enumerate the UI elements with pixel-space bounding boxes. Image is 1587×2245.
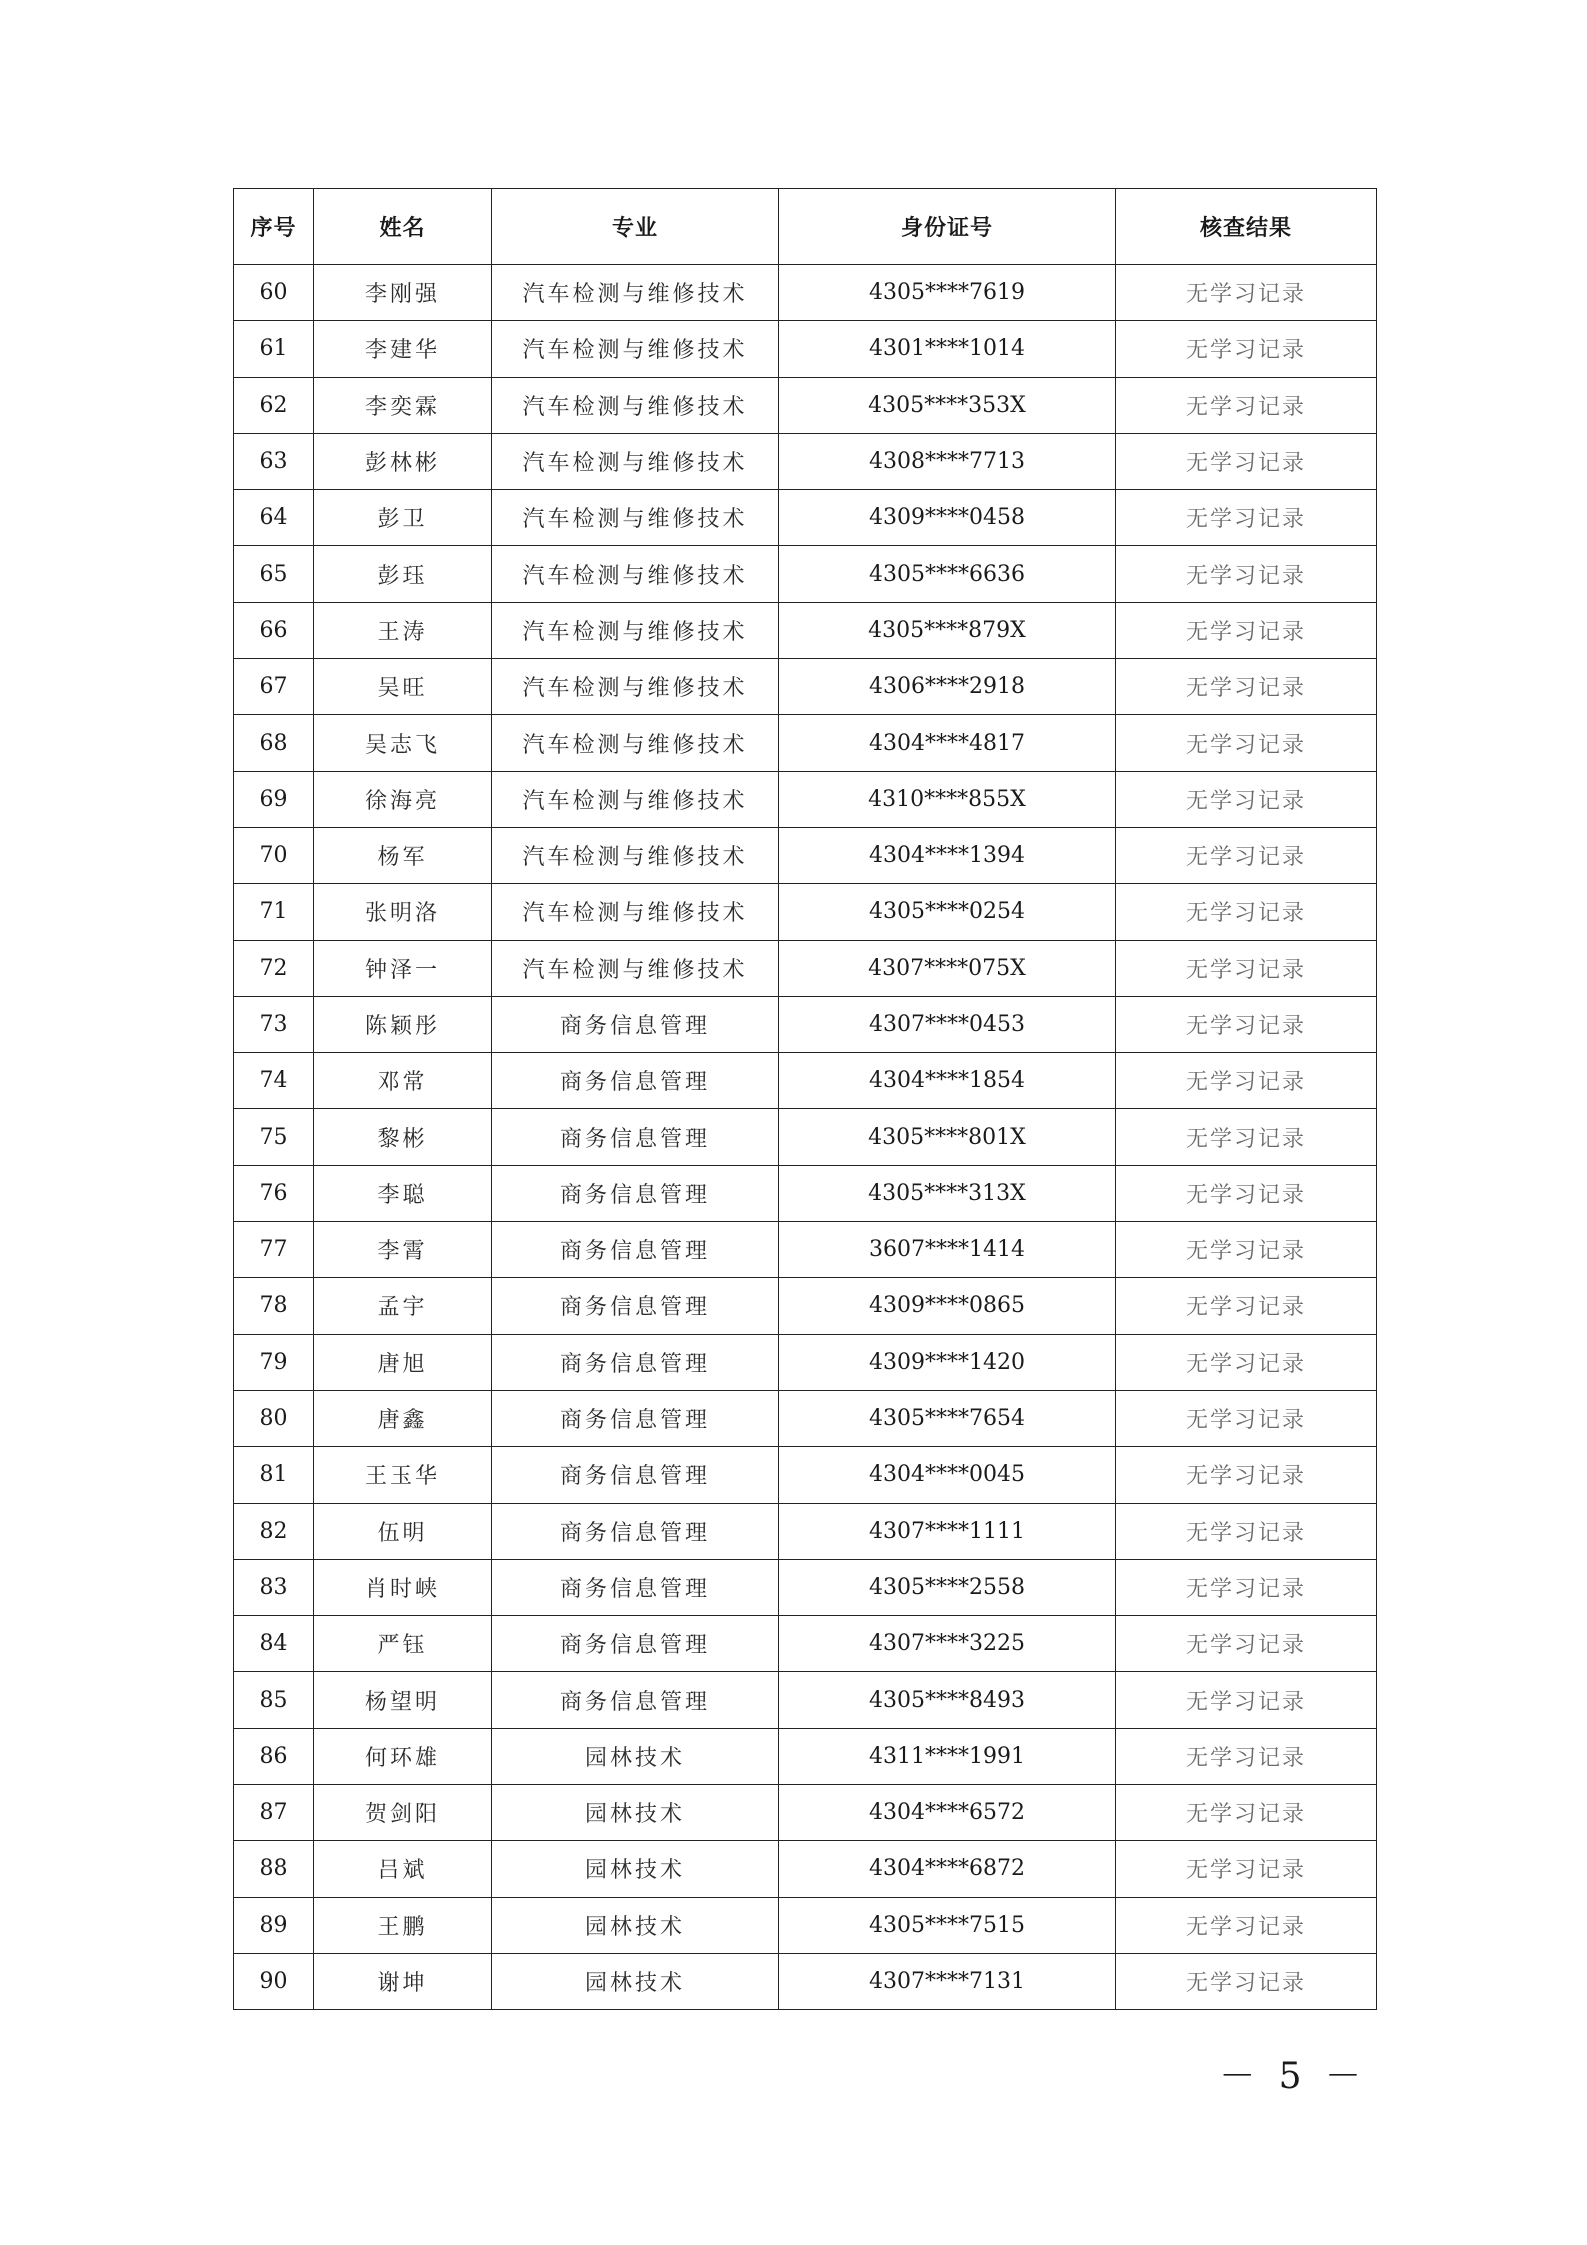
row-major: 园林技术 [492,1841,779,1897]
row-name: 李奕霖 [314,377,492,433]
table-row [234,940,1377,996]
row-id-number: 4305****0254 [779,884,1116,940]
row-id-number: 4305****7654 [779,1390,1116,1446]
row-result: 无学习记录 [1116,1503,1377,1559]
row-name: 谢坤 [314,1953,492,2009]
row-index: 71 [234,884,314,940]
row-name: 李聪 [314,1165,492,1221]
row-result: 无学习记录 [1116,996,1377,1052]
row-index: 69 [234,771,314,827]
table-body [234,265,1377,2010]
table-row [234,1278,1377,1334]
row-id-number: 4309****0865 [779,1278,1116,1334]
row-major: 汽车检测与维修技术 [492,884,779,940]
row-name: 黎彬 [314,1109,492,1165]
row-name: 李建华 [314,321,492,377]
row-result: 无学习记录 [1116,1728,1377,1784]
table-row [234,1109,1377,1165]
row-major: 商务信息管理 [492,1447,779,1503]
table-row [234,1672,1377,1728]
row-id-number: 4307****1111 [779,1503,1116,1559]
table-row [234,771,1377,827]
row-result: 无学习记录 [1116,490,1377,546]
row-result: 无学习记录 [1116,1222,1377,1278]
row-name: 邓常 [314,1053,492,1109]
row-result: 无学习记录 [1116,659,1377,715]
row-result: 无学习记录 [1116,546,1377,602]
row-name: 李霄 [314,1222,492,1278]
row-id-number: 4305****8493 [779,1672,1116,1728]
row-id-number: 4307****3225 [779,1616,1116,1672]
row-name: 杨军 [314,827,492,883]
row-result: 无学习记录 [1116,1334,1377,1390]
row-major: 商务信息管理 [492,1334,779,1390]
row-index: 83 [234,1559,314,1615]
row-name: 王玉华 [314,1447,492,1503]
row-index: 60 [234,265,314,321]
row-id-number: 4311****1991 [779,1728,1116,1784]
row-result: 无学习记录 [1116,715,1377,771]
row-result: 无学习记录 [1116,1897,1377,1953]
row-id-number: 4307****7131 [779,1953,1116,2009]
table-row [234,1165,1377,1221]
row-major: 商务信息管理 [492,1672,779,1728]
row-result: 无学习记录 [1116,1672,1377,1728]
row-index: 75 [234,1109,314,1165]
row-index: 70 [234,827,314,883]
table-row [234,546,1377,602]
row-major: 商务信息管理 [492,1278,779,1334]
table-row [234,884,1377,940]
row-index: 68 [234,715,314,771]
row-result: 无学习记录 [1116,321,1377,377]
row-major: 园林技术 [492,1897,779,1953]
row-result: 无学习记录 [1116,1785,1377,1841]
table-row [234,1785,1377,1841]
row-name: 唐旭 [314,1334,492,1390]
row-major: 商务信息管理 [492,1222,779,1278]
row-id-number: 4301****1014 [779,321,1116,377]
row-major: 汽车检测与维修技术 [492,602,779,658]
row-result: 无学习记录 [1116,827,1377,883]
table-row [234,1953,1377,2009]
row-id-number: 4305****7515 [779,1897,1116,1953]
row-result: 无学习记录 [1116,1559,1377,1615]
row-result: 无学习记录 [1116,1390,1377,1446]
header-major: 专业 [492,189,779,265]
header-name: 姓名 [314,189,492,265]
row-result: 无学习记录 [1116,1616,1377,1672]
header-index: 序号 [234,189,314,265]
row-major: 汽车检测与维修技术 [492,546,779,602]
row-major: 汽车检测与维修技术 [492,265,779,321]
row-result: 无学习记录 [1116,1841,1377,1897]
row-id-number: 4304****6572 [779,1785,1116,1841]
row-result: 无学习记录 [1116,265,1377,321]
table-row [234,265,1377,321]
row-name: 王涛 [314,602,492,658]
row-index: 87 [234,1785,314,1841]
table-row [234,715,1377,771]
table-row [234,827,1377,883]
table-row [234,1503,1377,1559]
table-row [234,490,1377,546]
row-id-number: 4306****2918 [779,659,1116,715]
row-id-number: 4310****855X [779,771,1116,827]
row-major: 汽车检测与维修技术 [492,490,779,546]
row-major: 园林技术 [492,1953,779,2009]
verification-table [233,188,1377,2010]
row-major: 园林技术 [492,1785,779,1841]
row-name: 杨望明 [314,1672,492,1728]
row-major: 汽车检测与维修技术 [492,433,779,489]
row-index: 62 [234,377,314,433]
row-name: 唐鑫 [314,1390,492,1446]
row-name: 伍明 [314,1503,492,1559]
row-major: 商务信息管理 [492,1559,779,1615]
row-index: 76 [234,1165,314,1221]
table-header-row [234,189,1377,265]
row-index: 79 [234,1334,314,1390]
header-result: 核查结果 [1116,189,1377,265]
row-result: 无学习记录 [1116,1447,1377,1503]
row-major: 汽车检测与维修技术 [492,827,779,883]
row-id-number: 4304****1394 [779,827,1116,883]
row-name: 吕斌 [314,1841,492,1897]
table-row [234,602,1377,658]
table-row [234,433,1377,489]
row-id-number: 4305****7619 [779,265,1116,321]
row-id-number: 4307****075X [779,940,1116,996]
row-id-number: 4304****4817 [779,715,1116,771]
row-id-number: 4304****0045 [779,1447,1116,1503]
row-result: 无学习记录 [1116,1053,1377,1109]
row-index: 74 [234,1053,314,1109]
row-result: 无学习记录 [1116,884,1377,940]
table-row [234,1053,1377,1109]
row-name: 陈颖彤 [314,996,492,1052]
row-id-number: 4304****6872 [779,1841,1116,1897]
row-name: 彭卫 [314,490,492,546]
row-result: 无学习记录 [1116,1953,1377,2009]
row-result: 无学习记录 [1116,1109,1377,1165]
row-id-number: 4304****1854 [779,1053,1116,1109]
row-major: 汽车检测与维修技术 [492,715,779,771]
row-name: 彭林彬 [314,433,492,489]
table-row [234,1897,1377,1953]
table-row [234,377,1377,433]
row-major: 商务信息管理 [492,1165,779,1221]
row-index: 67 [234,659,314,715]
row-major: 商务信息管理 [492,1109,779,1165]
row-index: 84 [234,1616,314,1672]
table-row [234,1728,1377,1784]
row-id-number: 4309****0458 [779,490,1116,546]
table-row [234,1447,1377,1503]
page-number: － 5 － [1219,2056,1367,2097]
row-id-number: 4305****6636 [779,546,1116,602]
table-row [234,1559,1377,1615]
table-row [234,1334,1377,1390]
table-row [234,1616,1377,1672]
row-id-number: 4305****879X [779,602,1116,658]
row-major: 汽车检测与维修技术 [492,940,779,996]
row-result: 无学习记录 [1116,1165,1377,1221]
table-row [234,1841,1377,1897]
row-name: 何环雄 [314,1728,492,1784]
row-index: 72 [234,940,314,996]
row-result: 无学习记录 [1116,602,1377,658]
row-index: 66 [234,602,314,658]
table-row [234,996,1377,1052]
row-index: 86 [234,1728,314,1784]
row-id-number: 4308****7713 [779,433,1116,489]
row-major: 商务信息管理 [492,1503,779,1559]
row-major: 汽车检测与维修技术 [492,771,779,827]
row-major: 商务信息管理 [492,996,779,1052]
row-name: 徐海亮 [314,771,492,827]
row-index: 90 [234,1953,314,2009]
row-major: 商务信息管理 [492,1390,779,1446]
row-id-number: 4305****313X [779,1165,1116,1221]
row-name: 王鹏 [314,1897,492,1953]
row-result: 无学习记录 [1116,771,1377,827]
row-major: 商务信息管理 [492,1053,779,1109]
row-name: 吴旺 [314,659,492,715]
row-major: 汽车检测与维修技术 [492,321,779,377]
row-name: 孟宇 [314,1278,492,1334]
row-result: 无学习记录 [1116,377,1377,433]
row-index: 78 [234,1278,314,1334]
row-name: 严钰 [314,1616,492,1672]
row-index: 63 [234,433,314,489]
row-index: 82 [234,1503,314,1559]
row-name: 李刚强 [314,265,492,321]
row-index: 73 [234,996,314,1052]
row-name: 肖时峡 [314,1559,492,1615]
header-id-number: 身份证号 [779,189,1116,265]
row-id-number: 3607****1414 [779,1222,1116,1278]
row-index: 88 [234,1841,314,1897]
row-major: 商务信息管理 [492,1616,779,1672]
row-index: 81 [234,1447,314,1503]
row-name: 吴志飞 [314,715,492,771]
row-name: 彭珏 [314,546,492,602]
row-id-number: 4305****801X [779,1109,1116,1165]
row-result: 无学习记录 [1116,433,1377,489]
row-id-number: 4309****1420 [779,1334,1116,1390]
row-name: 贺剑阳 [314,1785,492,1841]
row-index: 61 [234,321,314,377]
row-result: 无学习记录 [1116,1278,1377,1334]
row-index: 64 [234,490,314,546]
row-major: 汽车检测与维修技术 [492,377,779,433]
table-row [234,321,1377,377]
row-index: 65 [234,546,314,602]
row-id-number: 4305****353X [779,377,1116,433]
row-index: 89 [234,1897,314,1953]
table-row [234,659,1377,715]
row-name: 张明洛 [314,884,492,940]
table-row [234,1222,1377,1278]
table-row [234,1390,1377,1446]
row-major: 汽车检测与维修技术 [492,659,779,715]
row-result: 无学习记录 [1116,940,1377,996]
row-index: 85 [234,1672,314,1728]
row-major: 园林技术 [492,1728,779,1784]
row-id-number: 4307****0453 [779,996,1116,1052]
row-name: 钟泽一 [314,940,492,996]
row-index: 77 [234,1222,314,1278]
row-id-number: 4305****2558 [779,1559,1116,1615]
row-index: 80 [234,1390,314,1446]
